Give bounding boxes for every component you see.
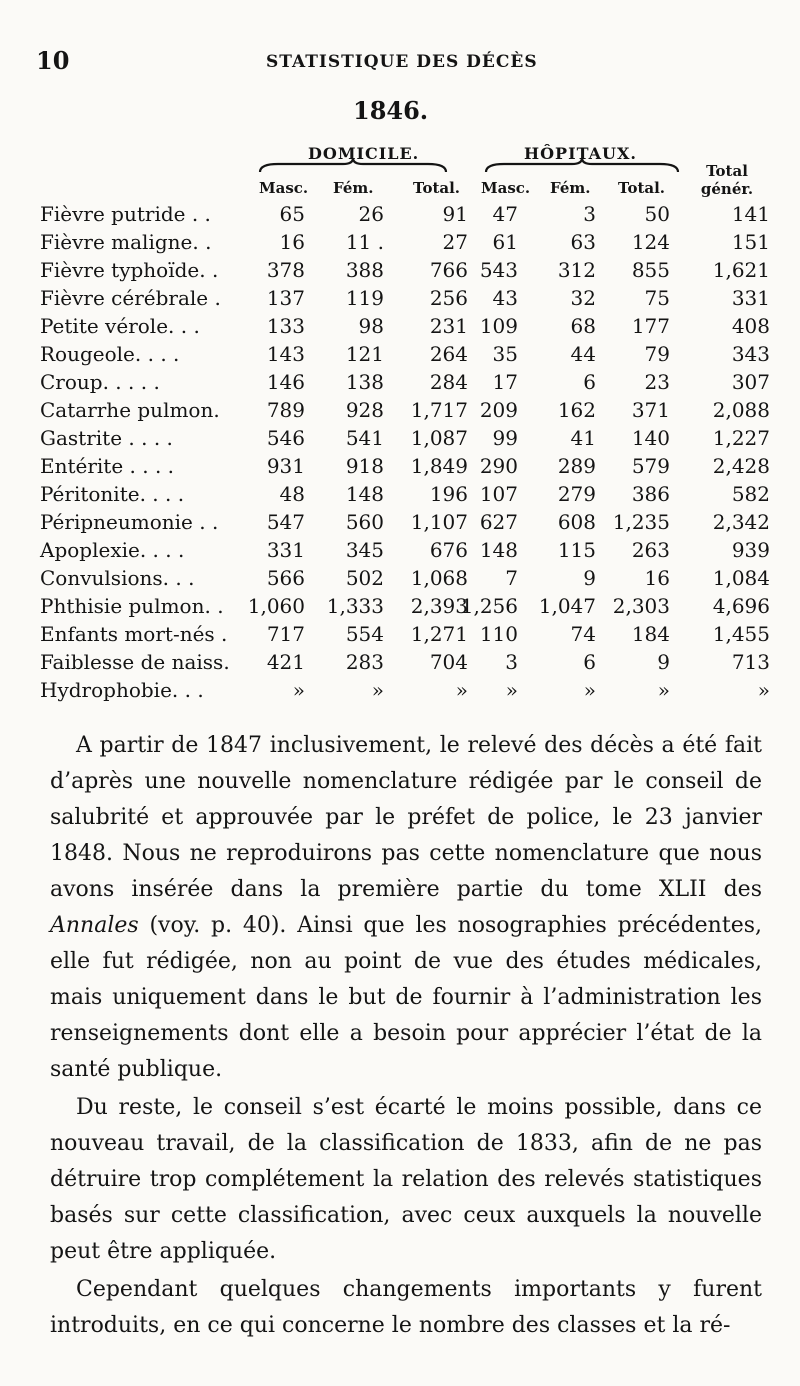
cell-dt: 256 xyxy=(429,286,468,310)
cell-tg: 141 xyxy=(731,202,770,226)
cell-dt: 1,087 xyxy=(410,426,468,450)
cell-hf: 63 xyxy=(570,230,596,254)
cell-dt: 1,107 xyxy=(410,510,468,534)
cell-dt: 1,271 xyxy=(410,622,468,646)
row-label: Péripneumonie . . xyxy=(40,510,219,534)
cell-hm: » xyxy=(505,678,518,702)
cell-hf: 312 xyxy=(557,258,596,282)
cell-dt: 27 xyxy=(442,230,468,254)
cell-dm: 137 xyxy=(266,286,305,310)
cell-hf: 32 xyxy=(570,286,596,310)
cell-hf: 41 xyxy=(570,426,596,450)
running-title: STATISTIQUE DES DÉCÈS xyxy=(266,52,538,72)
cell-tg: 1,084 xyxy=(712,566,770,590)
cell-dm: 546 xyxy=(266,426,305,450)
cell-df: 119 xyxy=(345,286,384,310)
table-row xyxy=(40,230,770,258)
table-row xyxy=(40,454,770,482)
cell-tg: 939 xyxy=(731,538,770,562)
cell-hf: 608 xyxy=(557,510,596,534)
cell-df: 388 xyxy=(345,258,384,282)
cell-dm: 48 xyxy=(279,482,305,506)
row-label: Convulsions. . . xyxy=(40,566,195,590)
cell-tg: » xyxy=(757,678,770,702)
col-dom-fem: Fém. xyxy=(333,179,374,197)
cell-hm: 47 xyxy=(492,202,518,226)
row-label: Petite vérole. . . xyxy=(40,314,200,338)
cell-tg: 408 xyxy=(731,314,770,338)
cell-ht: 140 xyxy=(631,426,670,450)
cell-hf: 289 xyxy=(557,454,596,478)
cell-tg: 1,227 xyxy=(712,426,770,450)
row-label: Enfants mort-nés . xyxy=(40,622,228,646)
group-domicile-heading: DOMICILE. xyxy=(308,144,420,163)
cell-df: 283 xyxy=(345,650,384,674)
row-label: Fièvre putride . . xyxy=(40,202,211,226)
cell-hm: 99 xyxy=(492,426,518,450)
domicile-brace xyxy=(258,158,448,174)
row-label: Croup. . . . . xyxy=(40,370,160,394)
cell-hf: 115 xyxy=(557,538,596,562)
cell-hm: 109 xyxy=(479,314,518,338)
cell-hm: 17 xyxy=(492,370,518,394)
cell-dt: 704 xyxy=(429,650,468,674)
total-general-header xyxy=(688,162,766,198)
total-general-line2: génér. xyxy=(700,180,754,198)
cell-ht: 16 xyxy=(644,566,670,590)
cell-hf: 9 xyxy=(583,566,596,590)
table-row xyxy=(40,314,770,342)
row-label: Fièvre maligne. . xyxy=(40,230,212,254)
row-label: Gastrite . . . . xyxy=(40,426,173,450)
cell-hm: 1,256 xyxy=(460,594,518,618)
cell-hf: 3 xyxy=(583,202,596,226)
cell-ht: 263 xyxy=(631,538,670,562)
total-general-line1: Total xyxy=(706,162,748,180)
cell-hm: 7 xyxy=(505,566,518,590)
cell-tg: 1,455 xyxy=(712,622,770,646)
cell-hf: 68 xyxy=(570,314,596,338)
table-row xyxy=(40,650,770,678)
hopitaux-brace xyxy=(484,158,680,174)
table-row xyxy=(40,426,770,454)
cell-ht: 1,235 xyxy=(612,510,670,534)
cell-dt: 91 xyxy=(442,202,468,226)
col-hop-total: Total. xyxy=(618,179,666,197)
paragraph-3: Cependant quelques changements importants y furent introduits, en ce qui concerne le nombre des classes et la ré- xyxy=(50,1277,762,1338)
cell-dm: 146 xyxy=(266,370,305,394)
cell-dm: 789 xyxy=(266,398,305,422)
cell-dt: 1,068 xyxy=(410,566,468,590)
table-row xyxy=(40,678,770,706)
cell-tg: 713 xyxy=(731,650,770,674)
cell-ht: » xyxy=(657,678,670,702)
cell-df: 345 xyxy=(345,538,384,562)
cell-df: 928 xyxy=(345,398,384,422)
col-dom-total: Total. xyxy=(413,179,461,197)
cell-hf: 74 xyxy=(570,622,596,646)
mortality-table xyxy=(40,202,770,706)
col-hop-masc: Masc. xyxy=(481,179,531,197)
cell-ht: 9 xyxy=(657,650,670,674)
cell-hf: » xyxy=(583,678,596,702)
row-label: Faiblesse de naiss. xyxy=(40,650,230,674)
cell-hm: 209 xyxy=(479,398,518,422)
table-row xyxy=(40,202,770,230)
cell-df: 121 xyxy=(345,342,384,366)
cell-dm: 143 xyxy=(266,342,305,366)
cell-dm: 547 xyxy=(266,510,305,534)
cell-dt: 1,849 xyxy=(410,454,468,478)
cell-dt: 1,717 xyxy=(410,398,468,422)
cell-dm: » xyxy=(292,678,305,702)
row-label: Phthisie pulmon. . xyxy=(40,594,224,618)
cell-tg: 151 xyxy=(731,230,770,254)
paragraph-2: Du reste, le conseil s’est écarté le moins possible, dans ce nouveau travail, de la classification de 1833, afin de ne pas détruire trop complétement la relation des relevés statistiques basés sur cette classification, avec ceux auxquels la nouvelle peut être appliquée. xyxy=(50,1095,762,1264)
paragraph-1-part-b: (voy. p. 40). Ainsi que les nosographies précédentes, elle fut rédigée, non au point de vue des études médicales, mais uniquement dans le but de fournir à l’administration les renseignements dont elle a besoin pour apprécier l’état de la santé publique. xyxy=(50,913,762,1082)
cell-df: 502 xyxy=(345,566,384,590)
cell-hf: 1,047 xyxy=(538,594,596,618)
cell-ht: 124 xyxy=(631,230,670,254)
cell-tg: 582 xyxy=(731,482,770,506)
cell-dm: 931 xyxy=(266,454,305,478)
cell-dm: 133 xyxy=(266,314,305,338)
cell-dt: 284 xyxy=(429,370,468,394)
cell-hm: 35 xyxy=(492,342,518,366)
cell-df: 541 xyxy=(345,426,384,450)
cell-dm: 378 xyxy=(266,258,305,282)
row-label: Fièvre typhoïde. . xyxy=(40,258,219,282)
paragraph-1 xyxy=(50,728,762,1088)
table-row xyxy=(40,286,770,314)
page-header xyxy=(36,44,764,80)
cell-tg: 2,428 xyxy=(712,454,770,478)
table-row xyxy=(40,594,770,622)
cell-dm: 331 xyxy=(266,538,305,562)
row-label: Apoplexie. . . . xyxy=(40,538,185,562)
cell-ht: 371 xyxy=(631,398,670,422)
cell-ht: 184 xyxy=(631,622,670,646)
col-dom-masc: Masc. xyxy=(259,179,309,197)
cell-ht: 579 xyxy=(631,454,670,478)
col-hop-fem: Fém. xyxy=(550,179,591,197)
cell-tg: 307 xyxy=(731,370,770,394)
cell-dm: 16 xyxy=(279,230,305,254)
cell-ht: 23 xyxy=(644,370,670,394)
cell-df: 554 xyxy=(345,622,384,646)
cell-hm: 543 xyxy=(479,258,518,282)
cell-dt: 676 xyxy=(429,538,468,562)
row-label: Rougeole. . . . xyxy=(40,342,180,366)
table-row xyxy=(40,566,770,594)
cell-dt: 231 xyxy=(429,314,468,338)
cell-tg: 4,696 xyxy=(712,594,770,618)
cell-dt: 2,393 xyxy=(410,594,468,618)
cell-dm: 717 xyxy=(266,622,305,646)
cell-hm: 61 xyxy=(492,230,518,254)
cell-hm: 290 xyxy=(479,454,518,478)
table-row xyxy=(40,370,770,398)
cell-df: 560 xyxy=(345,510,384,534)
cell-ht: 2,303 xyxy=(612,594,670,618)
cell-hm: 107 xyxy=(479,482,518,506)
row-label: Fièvre cérébrale . xyxy=(40,286,221,310)
cell-hm: 148 xyxy=(479,538,518,562)
cell-ht: 386 xyxy=(631,482,670,506)
cell-df: » xyxy=(371,678,384,702)
body-text xyxy=(50,728,762,1346)
table-row xyxy=(40,622,770,650)
table-row xyxy=(40,510,770,538)
row-label: Hydrophobie. . . xyxy=(40,678,204,702)
row-label: Péritonite. . . . xyxy=(40,482,185,506)
cell-hf: 162 xyxy=(557,398,596,422)
table-row xyxy=(40,538,770,566)
cell-ht: 75 xyxy=(644,286,670,310)
cell-tg: 2,342 xyxy=(712,510,770,534)
cell-df: 148 xyxy=(345,482,384,506)
cell-hm: 43 xyxy=(492,286,518,310)
cell-df: 138 xyxy=(345,370,384,394)
cell-df: 11 . xyxy=(345,230,384,254)
cell-dt: 766 xyxy=(429,258,468,282)
cell-hf: 6 xyxy=(583,370,596,394)
cell-tg: 331 xyxy=(731,286,770,310)
table-row xyxy=(40,258,770,286)
cell-ht: 50 xyxy=(644,202,670,226)
cell-dt: » xyxy=(455,678,468,702)
cell-df: 918 xyxy=(345,454,384,478)
cell-df: 26 xyxy=(358,202,384,226)
page-number: 10 xyxy=(36,46,70,75)
row-label: Entérite . . . . xyxy=(40,454,175,478)
group-hopitaux-heading: HÔPITAUX. xyxy=(524,144,637,163)
cell-ht: 855 xyxy=(631,258,670,282)
cell-hm: 627 xyxy=(479,510,518,534)
cell-hm: 110 xyxy=(479,622,518,646)
cell-tg: 1,621 xyxy=(712,258,770,282)
cell-tg: 2,088 xyxy=(712,398,770,422)
cell-dt: 196 xyxy=(429,482,468,506)
cell-ht: 79 xyxy=(644,342,670,366)
table-row xyxy=(40,482,770,510)
table-row xyxy=(40,398,770,426)
cell-hm: 3 xyxy=(505,650,518,674)
cell-dm: 65 xyxy=(279,202,305,226)
paragraph-1-part-a: A partir de 1847 inclusivement, le relevé des décès a été fait d’après une nouvelle nomenclature rédigée par le conseil de salubrité et approuvée par le préfet de police, le 23 janvier 1848. Nous ne reproduirons pas cette nomenclature que nous avons insérée dans la première partie du tome XLII des xyxy=(50,733,762,902)
cell-hf: 279 xyxy=(557,482,596,506)
cell-df: 1,333 xyxy=(326,594,384,618)
cell-tg: 343 xyxy=(731,342,770,366)
cell-dm: 566 xyxy=(266,566,305,590)
cell-df: 98 xyxy=(358,314,384,338)
table-year: 1846. xyxy=(353,96,429,125)
cell-dm: 421 xyxy=(266,650,305,674)
annales-title: Annales xyxy=(50,913,139,938)
cell-hf: 6 xyxy=(583,650,596,674)
cell-dt: 264 xyxy=(429,342,468,366)
cell-dm: 1,060 xyxy=(247,594,305,618)
table-row xyxy=(40,342,770,370)
cell-ht: 177 xyxy=(631,314,670,338)
row-label: Catarrhe pulmon. xyxy=(40,398,220,422)
cell-hf: 44 xyxy=(570,342,596,366)
